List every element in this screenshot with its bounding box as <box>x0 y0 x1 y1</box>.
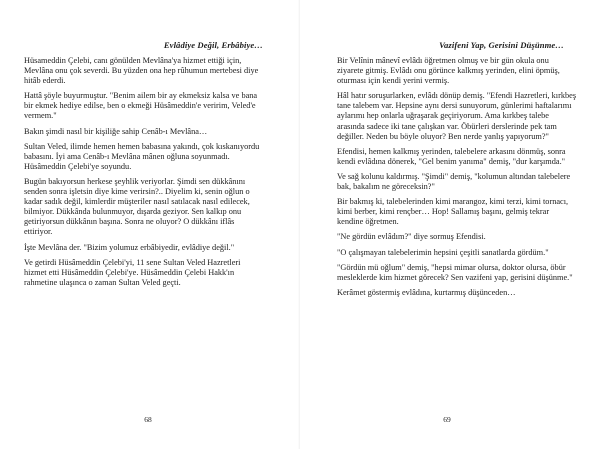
paragraph: Bir bakmış ki, talebelerinden kimi marangoz, kimi terzi, kimi tornacı, kimi berber, kimi rençber… Hop! Sallamış başını, gelmiş tekrar kendine öğretmen. <box>337 197 569 227</box>
paragraph: Ve getirdi Hüsâmeddin Çelebi'yi, 11 sene Sultan Veled Hazretleri hizmet etti Hüsâmeddin Çelebi'ye. Hüsâmeddin Çelebi Hakk'ın rahmetine ulaşınca o zaman Sultan Veled geçti. <box>24 257 241 287</box>
paragraph: İşte Mevlâna der. "Bizim yolumuz erbâbiyedir, evlâdiye değil." <box>24 242 235 252</box>
paragraph: "O çalışmayan talebelerimin hepsini çeşitli sanatlarda gördüm." <box>337 247 549 257</box>
paragraph: Efendisi, hemen kalkmış yerinden, talebelere arkasını dönmüş, sonra kendi evlâdına dönerek, "Gel benim yanıma" demiş, "dur karşımda." <box>337 146 566 166</box>
paragraph: Hüsameddin Çelebi, canı gönülden Mevlâna'ya hizmet ettiği için, Mevlâna onu çok severdi. Bu yüzden ona hep rûhumun mertebesi diye hitâb ederdi. <box>24 56 259 86</box>
paragraph: Ve sağ kolunu kaldırmış. "Şimdi" demiş, "kolumun altından talebelere bak, bakalım ne göreceksin?" <box>337 171 571 192</box>
running-header: Vazifeni Yap, Gerisini Düşünme… <box>439 40 564 50</box>
right-page <box>300 0 600 449</box>
page-body <box>337 56 577 303</box>
paragraph: "Ne gördün evlâdım?" diye sormuş Efendisi. <box>337 232 486 242</box>
page-number: 69 <box>443 415 451 424</box>
paragraph: Hâl hatır soruşurlarken, evlâdı dönüp demiş. "Efendi Hazretleri, kırkbeş tane talebem var. Hepsine aynı dersi sunuyorum, günlerimi haftalarımı aylarımı hep onlarla uğraşarak geçiriyorum. Ama kırkbeş talebe arasında sadece iki tane çalışkan var. Öbürleri derslerinde pek tam değiller. Neden bu böyle oluyor? Ben nerde yanlış yapıyorum?" <box>337 91 577 141</box>
page-number: 68 <box>144 415 152 424</box>
paragraph: Bir Velînin mânevî evlâdı öğretmen olmuş ve bir gün okula onu ziyarete gitmiş. Evlâdı onu görünce kalkmış yerinden, elini öpmüş, oturması için kendi yerini vermiş. <box>337 56 560 86</box>
paragraph: Bugün bakıyorsun herkese şeyhlik veriyorlar. Şimdi sen dükkânını senden sonra işletsin diye kime verirsin?.. Diyelim ki, senin oğlun o kadar sadık değil, kimlerdir müşteriler nasıl satılacak nasıl edilecek, bilmiyor. Dükkânda bulunmuyor, dışarda geziyor. Sen kalkıp onu getiriyorsun dükkânın başına. Sonra ne oluyor? O dükkânı iflâs ettiriyor. <box>24 176 250 237</box>
paragraph: Bakın şimdi nasıl bir kişiliğe sahip Cenâb-ı Mevlâna… <box>24 126 208 136</box>
paragraph: "Gördün mü oğlum" demiş, "hepsi mimar olursa, doktor olursa, öbür mesleklerde kim hizmet görecek? Sen vazifeni yap, gerisini düşünme." <box>337 262 573 282</box>
paragraph: Sultan Veled, ilimde hemen hemen babasına yakındı, çok kıskanıyordu babasını. İyi ama Cenâb-ı Mevlâna mânen oğluna soyunmadı. Hüsâmeddin Çelebi'ye soyundu. <box>24 141 260 171</box>
paragraph: Kerâmet göstermiş evlâdına, kurtarmış düşünceden… <box>337 287 516 297</box>
page-body <box>24 56 263 293</box>
paragraph: Hattâ şöyle buyurmuştur. "Benim ailem bir ay ekmeksiz kalsa ve bana bir ekmek hediye edilse, ben o ekmeği Hüsâmeddin'e veririm, Veled'e vermem." <box>24 91 258 121</box>
running-header: Evlâdiye Değil, Erbâbiye… <box>163 40 263 50</box>
